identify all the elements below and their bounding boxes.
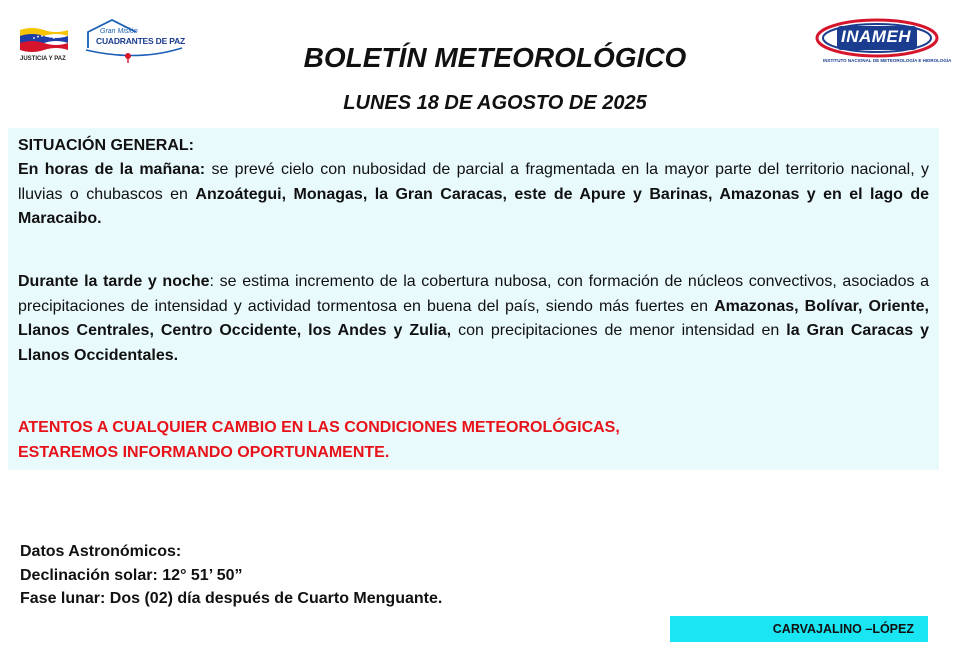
- inameh-subtitle: INSTITUTO NACIONAL DE METEOROLOGÍA E HIDROLOGÍA: [823, 58, 952, 63]
- solar-declination: Declinación solar: 12° 51’ 50”: [20, 566, 243, 584]
- morning-text: se prevé cielo con nubosidad de parcial a fragmentada en la mayor parte del territorio nacional, y lluvias o chubascos en: [18, 161, 930, 203]
- author-badge: CARVAJALINO –LÓPEZ: [670, 616, 928, 642]
- situation-heading: SITUACIÓN GENERAL:: [18, 137, 194, 154]
- evening-label: Durante la tarde y noche: [18, 273, 210, 290]
- morning-forecast: [18, 158, 929, 232]
- evening-forecast: [18, 270, 929, 368]
- morning-regions: Anzoátegui, Monagas, la Gran Caracas, este de Apure y Barinas, Amazonas y en el lago de Maracaibo.: [18, 185, 930, 227]
- justicia-paz-caption: JUSTICIA Y PAZ: [20, 56, 66, 62]
- astronomical-data: [20, 540, 442, 611]
- evening-text-2: con precipitaciones de menor intensidad en: [451, 322, 787, 339]
- alert-notice: [18, 416, 620, 465]
- evening-regions-2: la Gran Caracas y Llanos Occidentales.: [18, 322, 930, 364]
- evening-regions: Amazonas, Bolívar, Oriente, Llanos Centrales, Centro Occidente, los Andes y Zulia,: [18, 297, 929, 339]
- cuadrantes-label: CUADRANTES DE PAZ: [96, 36, 186, 46]
- morning-label: En horas de la mañana:: [18, 161, 206, 178]
- alert-line-1: ATENTOS A CUALQUIER CAMBIO EN LAS CONDICIONES METEOROLÓGICAS,: [18, 419, 620, 436]
- bulletin-date: LUNES 18 DE AGOSTO DE 2025: [343, 92, 647, 114]
- moon-phase: Fase lunar: Dos (02) día después de Cuarto Menguante.: [20, 590, 443, 607]
- general-situation-panel: [8, 128, 939, 470]
- astro-heading: Datos Astronómicos:: [20, 543, 182, 560]
- mision-label: Gran Misión: [100, 28, 138, 35]
- inameh-name: INAMEH: [841, 27, 912, 46]
- evening-text: : se estima incremento de la cobertura nubosa, con formación de núcleos convectivos, asociados a precipitaciones de intensidad y actividad tormentosa en buena del país, siendo más fuertes en: [18, 273, 930, 315]
- alert-line-2: ESTAREMOS INFORMANDO OPORTUNAMENTE.: [18, 443, 390, 461]
- bulletin-title: BOLETÍN METEOROLÓGICO: [303, 42, 687, 73]
